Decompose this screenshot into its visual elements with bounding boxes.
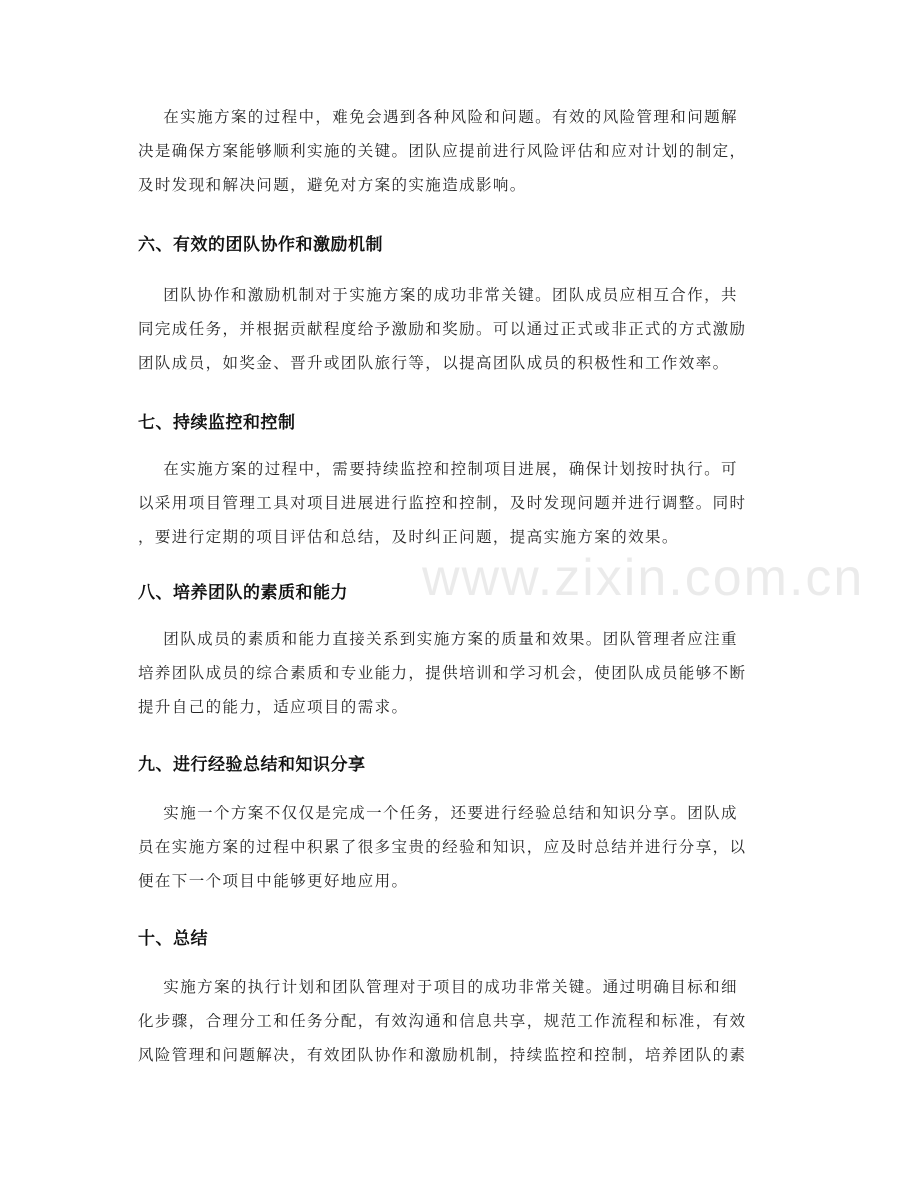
paragraph-line: 同完成任务，并根据贡献程度给予激励和奖励。可以通过正式或非正式的方式激励 xyxy=(138,320,747,338)
paragraph-line: 风险管理和问题解决，有效团队协作和激励机制，持续监控和控制，培养团队的素 xyxy=(138,1046,747,1064)
paragraph-line: 便在下一个项目中能够更好地应用。 xyxy=(138,872,409,890)
paragraph-team-collaboration xyxy=(138,278,784,380)
paragraph-line: 以采用项目管理工具对项目进展进行监控和控制，及时发现问题并进行调整。同时 xyxy=(138,494,747,512)
paragraph-line: 在实施方案的过程中，难免会遇到各种风险和问题。有效的风险管理和问题解 xyxy=(138,108,738,126)
paragraph-line: 在实施方案的过程中，需要持续监控和控制项目进展，确保计划按时执行。可 xyxy=(138,460,738,478)
paragraph-line: 培养团队成员的综合素质和专业能力，提供培训和学习机会，使团队成员能够不断 xyxy=(138,664,747,682)
section-heading-7: 七、持续监控和控制 xyxy=(138,413,296,433)
paragraph-line: 团队协作和激励机制对于实施方案的成功非常关键。团队成员应相互合作，共 xyxy=(138,286,738,304)
section-heading-8: 八、培养团队的素质和能力 xyxy=(138,583,348,603)
paragraph-line: 团队成员的素质和能力直接关系到实施方案的质量和效果。团队管理者应注重 xyxy=(138,630,738,648)
section-heading-9: 九、进行经验总结和知识分享 xyxy=(138,755,366,775)
paragraph-line: 决是确保方案能够顺利实施的关键。团队应提前进行风险评估和应对计划的制定， xyxy=(138,142,747,160)
paragraph-line: 化步骤，合理分工和任务分配，有效沟通和信息共享，规范工作流程和标准，有效 xyxy=(138,1012,747,1030)
paragraph-knowledge-sharing xyxy=(138,796,784,898)
paragraph-line: 实施一个方案不仅仅是完成一个任务，还要进行经验总结和知识分享。团队成 xyxy=(138,804,738,822)
paragraph-team-quality xyxy=(138,622,784,724)
paragraph-monitoring-control xyxy=(138,452,784,554)
paragraph-summary xyxy=(138,970,784,1072)
section-heading-10: 十、总结 xyxy=(138,929,208,949)
paragraph-line: 团队成员，如奖金、晋升或团队旅行等，以提高团队成员的积极性和工作效率。 xyxy=(138,354,730,372)
paragraph-line: 及时发现和解决问题，避免对方案的实施造成影响。 xyxy=(138,176,527,194)
paragraph-line: 实施方案的执行计划和团队管理对于项目的成功非常关键。通过明确目标和细 xyxy=(138,978,738,996)
section-heading-6: 六、有效的团队协作和激励机制 xyxy=(138,235,383,255)
watermark: www.zixin.com.cn xyxy=(422,549,865,607)
paragraph-line: 员在实施方案的过程中积累了很多宝贵的经验和知识，应及时总结并进行分享，以 xyxy=(138,838,747,856)
paragraph-line: ，要进行定期的项目评估和总结，及时纠正问题，提高实施方案的效果。 xyxy=(138,528,679,546)
paragraph-risk-management xyxy=(138,100,784,202)
paragraph-line: 提升自己的能力，适应项目的需求。 xyxy=(138,698,409,716)
